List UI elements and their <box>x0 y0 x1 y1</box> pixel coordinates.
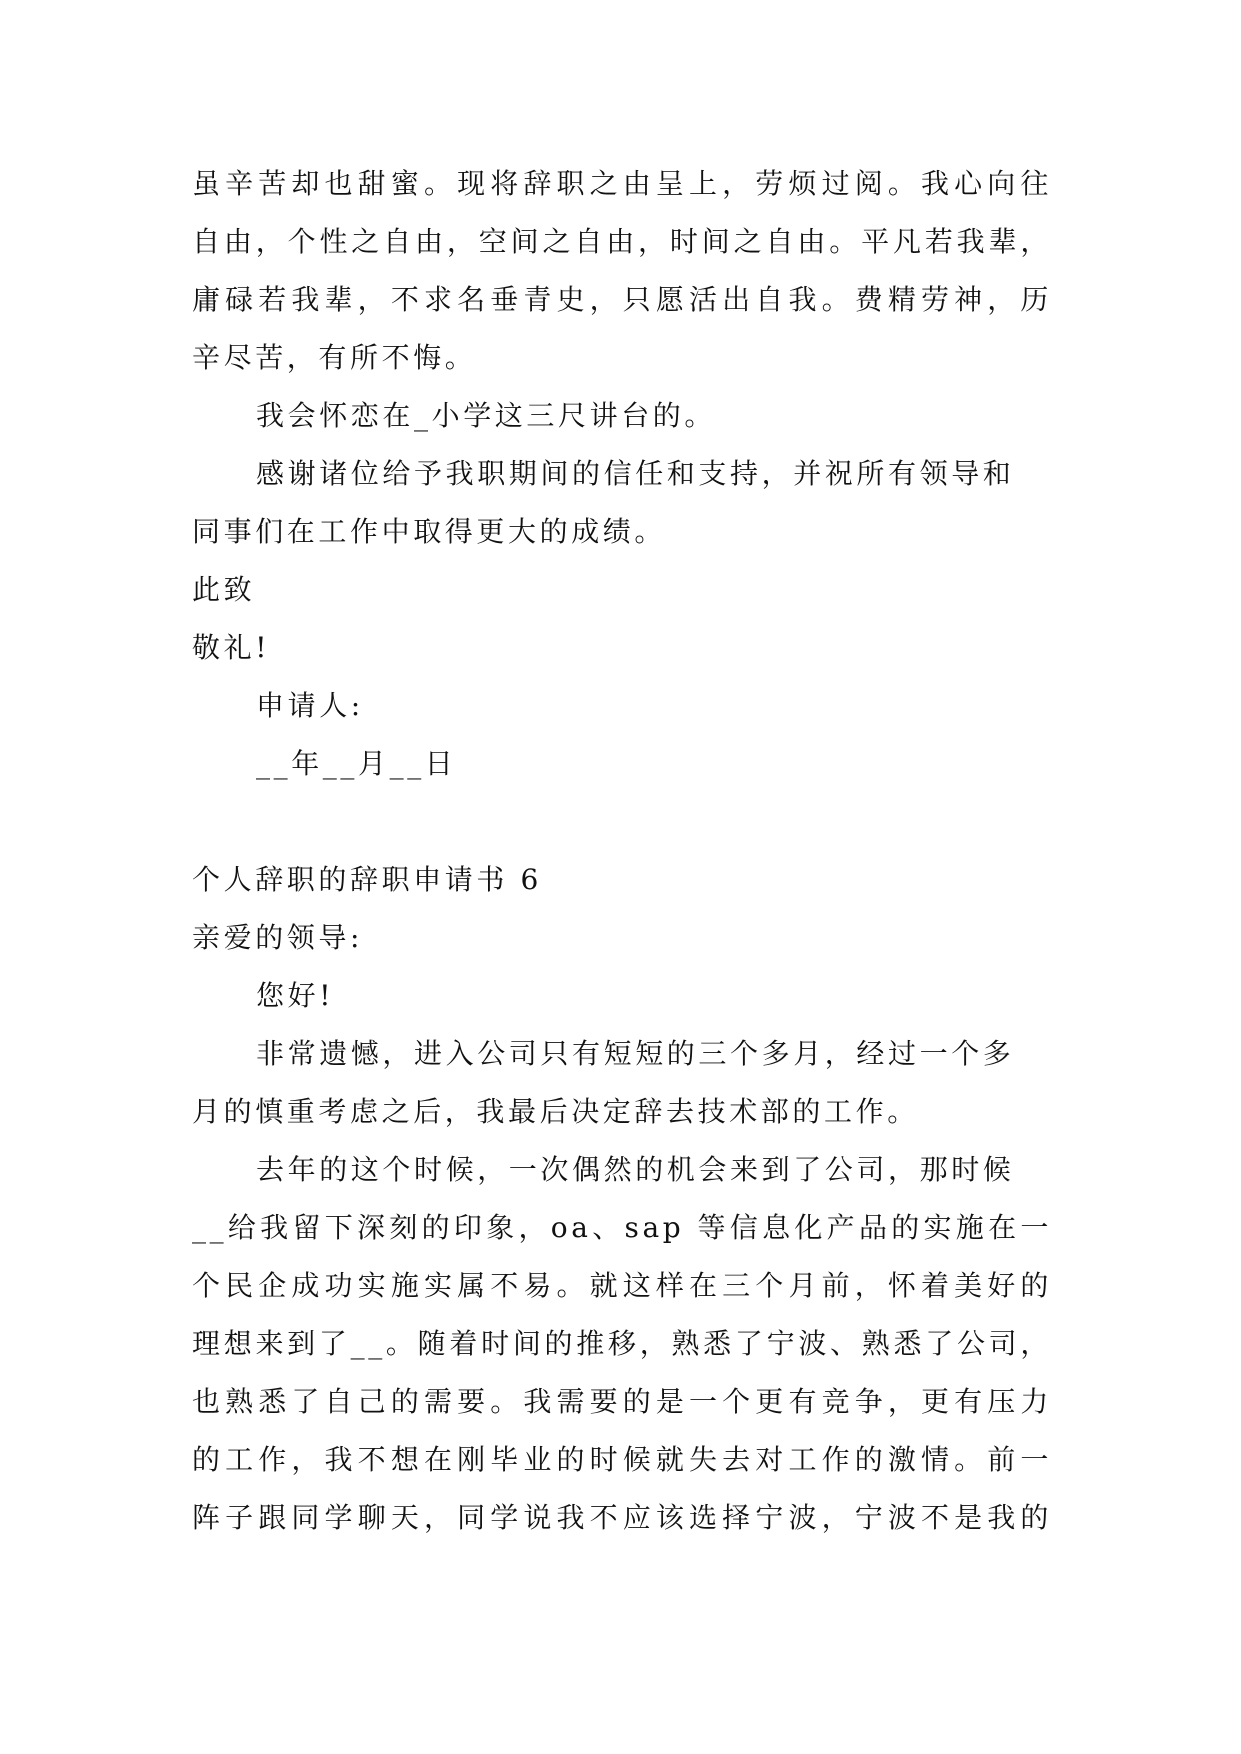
closing-line-2: 敬礼! <box>192 631 271 664</box>
greeting: 您好! <box>256 979 335 1012</box>
text-line: 理想来到了__。随着时间的推移，熟悉了宁波、熟悉了公司， <box>192 1327 1052 1360</box>
text-line: 也熟悉了自己的需要。我需要的是一个更有竞争，更有压力 <box>192 1385 1052 1418</box>
salutation: 亲爱的领导: <box>192 921 364 954</box>
text-line: __给我留下深刻的印象，oa、sap 等信息化产品的实施在一 <box>192 1211 1052 1244</box>
text-line: 感谢诸位给予我职期间的信任和支持，并祝所有领导和 <box>256 457 1015 490</box>
text-line: 庸碌若我辈，不求名垂青史，只愿活出自我。费精劳神，历 <box>192 283 1052 316</box>
text-line: 个民企成功实施实属不易。就这样在三个月前，怀着美好的 <box>192 1269 1052 1302</box>
resignation-paragraph-3 <box>192 445 1052 561</box>
text-line: 阵子跟同学聊天，同学说我不应该选择宁波，宁波不是我的 <box>192 1501 1052 1534</box>
letter-paragraph-1 <box>192 1025 1052 1141</box>
document-page <box>192 155 1052 1547</box>
closing-line-1: 此致 <box>192 573 256 606</box>
text-line: 自由，个性之自由，空间之自由，时间之自由。平凡若我辈， <box>192 225 1052 258</box>
applicant-label: 申请人: <box>256 689 364 722</box>
text-line: 去年的这个时候，一次偶然的机会来到了公司，那时候 <box>256 1153 1015 1186</box>
date-line: __年__月__日 <box>256 747 457 780</box>
section-gap <box>192 793 1052 851</box>
text-line: 月的慎重考虑之后，我最后决定辞去技术部的工作。 <box>192 1095 919 1128</box>
resignation-paragraph-2: 我会怀恋在_小学这三尺讲台的。 <box>256 399 717 432</box>
text-line: 虽辛苦却也甜蜜。现将辞职之由呈上，劳烦过阅。我心向往 <box>192 167 1052 200</box>
resignation-paragraph-1 <box>192 155 1052 387</box>
text-line: 同事们在工作中取得更大的成绩。 <box>192 515 667 548</box>
text-line: 辛尽苦，有所不悔。 <box>192 341 477 374</box>
text-line: 非常遗憾，进入公司只有短短的三个多月，经过一个多 <box>256 1037 1015 1070</box>
section-title: 个人辞职的辞职申请书 6 <box>192 863 542 896</box>
text-line: 的工作，我不想在刚毕业的时候就失去对工作的激情。前一 <box>192 1443 1052 1476</box>
letter-paragraph-2 <box>192 1141 1052 1547</box>
